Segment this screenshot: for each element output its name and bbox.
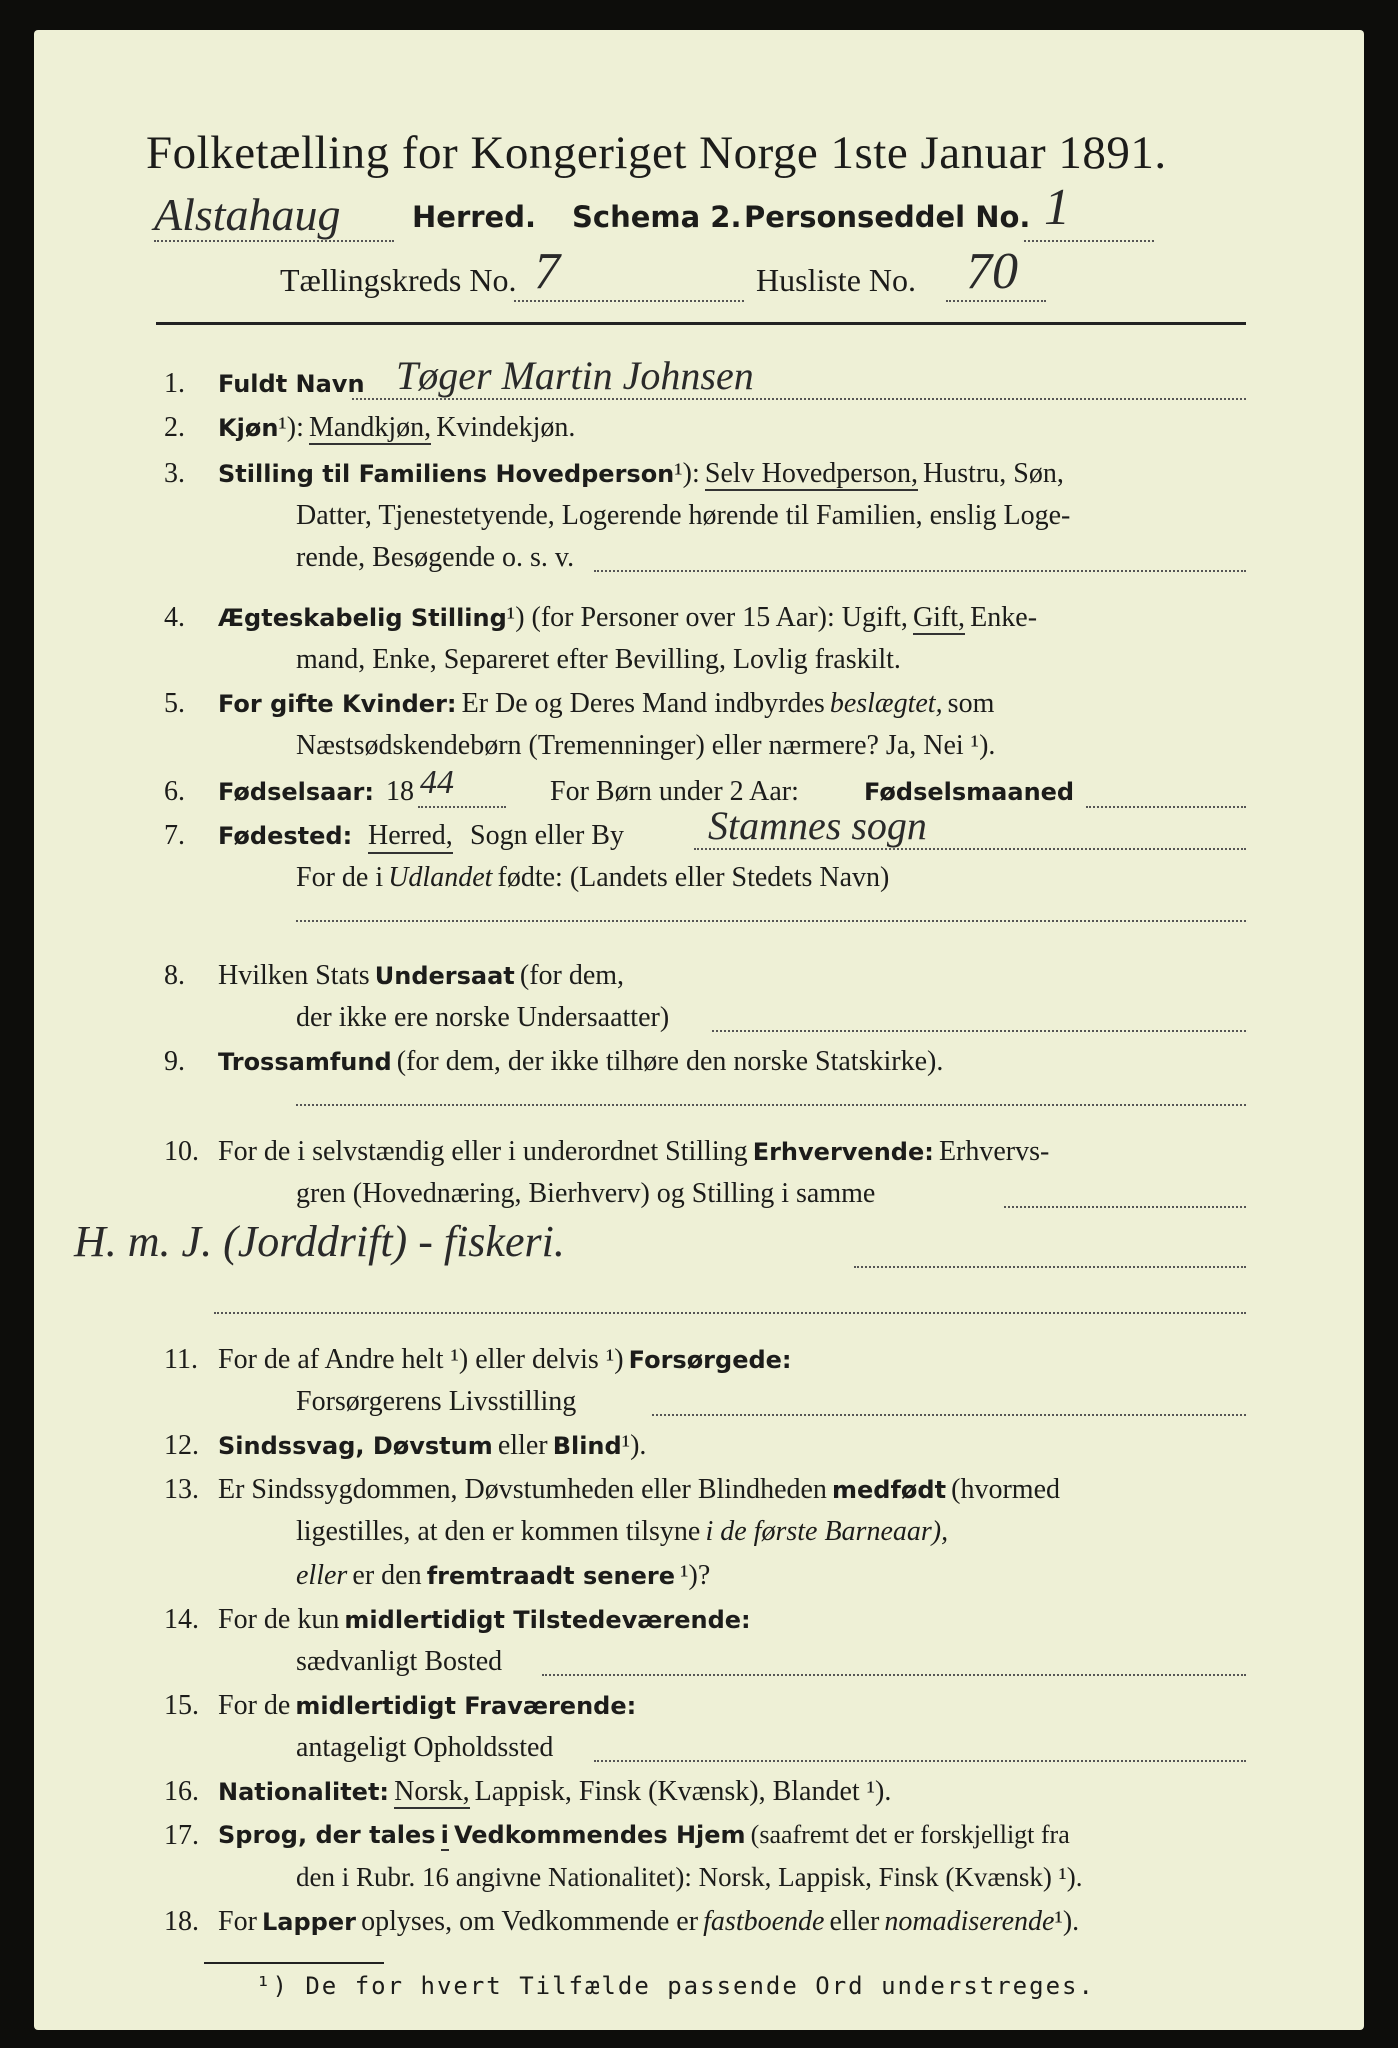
herred-handwritten: Alstahaug xyxy=(154,189,341,240)
q13-label2: fremtraadt senere xyxy=(426,1562,675,1590)
q3-options: Hustru, Søn, xyxy=(923,458,1064,489)
q3-row xyxy=(218,458,1064,490)
q2-footnote: ¹): xyxy=(278,412,304,443)
q10-text: For de i selvstændig eller i underordnet Stilling xyxy=(218,1136,748,1167)
q14-row xyxy=(218,1604,751,1636)
q14-line xyxy=(542,1674,1246,1676)
item-number: 15. xyxy=(164,1690,199,1721)
husliste-label: Husliste No. xyxy=(756,262,916,298)
q13-row xyxy=(218,1474,1060,1506)
q9-text: (for dem, der ikke tilhøre den norske Statskirke). xyxy=(396,1046,944,1077)
item-number: 17. xyxy=(164,1820,199,1851)
q17-label-i: i xyxy=(440,1821,449,1849)
q7-value: Stamnes sogn xyxy=(708,803,927,848)
q18-label: Lapper xyxy=(262,1908,356,1936)
q13-footnote: ¹)? xyxy=(680,1560,711,1591)
q1-label: Fuldt Navn xyxy=(218,370,365,398)
q13-line3: er den xyxy=(352,1560,422,1591)
item-number: 16. xyxy=(164,1776,199,1807)
q17-label: Sprog, der tales xyxy=(218,1821,436,1849)
item-number: 2. xyxy=(164,412,185,443)
q11-line2: Forsørgerens Livsstilling xyxy=(296,1386,577,1417)
item-number: 14. xyxy=(164,1604,199,1635)
kreds-line xyxy=(514,300,744,302)
q11-row xyxy=(218,1344,792,1376)
q6-value: 44 xyxy=(420,764,454,801)
q8-row xyxy=(218,960,624,992)
header-rule xyxy=(156,322,1246,325)
q4-text2: Enke- xyxy=(970,602,1038,633)
q13-row2 xyxy=(296,1516,948,1548)
q7-line2-end: fødte: (Landets eller Stedets Navn) xyxy=(497,862,890,893)
q4-text: ¹) (for Personer over 15 Aar): Ugift, xyxy=(506,602,908,633)
q6-label: Fødselsaar: xyxy=(218,778,374,806)
q5-label: For gifte Kvinder: xyxy=(218,690,457,718)
q4-row xyxy=(218,602,1037,634)
q10-text2: Erhvervs- xyxy=(938,1136,1050,1167)
q9-row xyxy=(218,1046,943,1078)
q4-option-selected: Gift, xyxy=(912,602,966,633)
husliste-line xyxy=(946,300,1046,302)
footnote-rule xyxy=(204,1962,384,1964)
q18-text3: eller xyxy=(829,1906,880,1937)
q7-line2: For de i xyxy=(296,862,384,893)
q12-text: eller xyxy=(497,1430,548,1461)
q12-label2: Blind xyxy=(552,1432,622,1460)
q10-line3 xyxy=(214,1312,1246,1314)
q9-line xyxy=(296,1104,1246,1106)
q15-label: midlertidigt Fraværende: xyxy=(295,1692,637,1720)
q10-line xyxy=(1004,1206,1246,1208)
q13-label: medfødt xyxy=(832,1476,947,1504)
item-number: 1. xyxy=(164,368,185,399)
q7-label: Fødested: xyxy=(218,822,353,850)
q18-footnote: ¹). xyxy=(1054,1906,1080,1937)
kreds-number: 7 xyxy=(534,243,560,300)
q11-line xyxy=(652,1414,1246,1416)
schema-label: Schema 2. xyxy=(572,200,742,234)
q14-label: midlertidigt Tilstedeværende: xyxy=(344,1606,751,1634)
q3-line3: rende, Besøgende o. s. v. xyxy=(296,542,575,573)
q14-line2: sædvanligt Bosted xyxy=(296,1646,503,1677)
q13-line2: ligestilles, at den er kommen tilsyne xyxy=(296,1516,701,1547)
q15-line xyxy=(594,1760,1246,1762)
q12-label: Sindssvag, Døvstum xyxy=(218,1432,493,1460)
q8-text2: (for dem, xyxy=(519,960,625,991)
q16-options: Lappisk, Finsk (Kvænsk), Blandet ¹). xyxy=(474,1776,892,1807)
q10-label: Erhvervende: xyxy=(752,1138,934,1166)
q18-text: For xyxy=(218,1906,257,1937)
q4-line2: mand, Enke, Separeret efter Bevilling, Lovlig fraskilt. xyxy=(296,644,901,675)
item-number: 6. xyxy=(164,776,185,807)
personseddel-number: 1 xyxy=(1044,179,1070,236)
q8-text: Hvilken Stats xyxy=(218,960,370,991)
q10-value: H. m. J. (Jorddrift) - fiskeri. xyxy=(74,1217,565,1266)
q11-text: For de af Andre helt ¹) eller delvis ¹) xyxy=(218,1344,624,1375)
q5-row xyxy=(218,688,994,720)
q13-row3 xyxy=(296,1560,710,1592)
q6-line xyxy=(418,806,506,808)
q1-value: Tøger Martin Johnsen xyxy=(396,353,754,398)
q2-option: Kvindekjøn. xyxy=(436,412,576,443)
q13-line3-italic: eller xyxy=(296,1560,348,1591)
q17-label2: Vedkommendes Hjem xyxy=(453,1821,746,1849)
q7-text: Sogn eller By xyxy=(470,820,624,851)
q8-line2: der ikke ere norske Undersaatter) xyxy=(296,1002,670,1033)
q3-label: Stilling til Familiens Hovedperson xyxy=(218,460,675,488)
q3-option-selected: Selv Hovedperson, xyxy=(704,458,918,489)
q12-footnote: ¹). xyxy=(621,1430,647,1461)
form-title: Folketælling for Kongeriget Norge 1ste Januar 1891. xyxy=(146,127,1167,179)
herred-label: Herred. xyxy=(412,200,536,234)
q12-row xyxy=(218,1430,646,1462)
herred-line xyxy=(154,240,394,242)
q18-italic2: nomadiserende xyxy=(884,1906,1055,1937)
q2-row xyxy=(218,412,575,444)
q3-line2: Datter, Tjenestetyende, Logerende hørende til Familien, enslig Loge- xyxy=(296,500,1071,531)
q16-option-selected: Norsk, xyxy=(394,1776,470,1807)
q5-text: Er De og Deres Mand indbyrdes xyxy=(461,688,825,719)
item-number: 18. xyxy=(164,1906,199,1937)
q15-row xyxy=(218,1690,636,1722)
q10-line2: gren (Hovednæring, Bierhverv) og Stilling i samme xyxy=(296,1178,876,1209)
personseddel-label: Personseddel No. xyxy=(744,200,1031,234)
q8-line xyxy=(712,1030,1246,1032)
q18-text2: oplyses, om Vedkommende er xyxy=(361,1906,699,1937)
q15-line2: antageligt Opholdssted xyxy=(296,1732,554,1763)
item-number: 12. xyxy=(164,1430,199,1461)
personseddel-line xyxy=(1024,240,1154,242)
q5-line2: Næstsødskendebørn (Tremenninger) eller nærmere? Ja, Nei ¹). xyxy=(296,730,996,761)
item-number: 4. xyxy=(164,602,185,633)
q16-row xyxy=(218,1776,891,1808)
q17-line2: den i Rubr. 16 angivne Nationalitet): Norsk, Lappisk, Finsk (Kvænsk) ¹). xyxy=(296,1862,1083,1892)
item-number: 11. xyxy=(164,1344,198,1375)
q3-line xyxy=(594,570,1246,572)
q6-prefix: 18 xyxy=(386,776,414,807)
item-number: 10. xyxy=(164,1136,199,1167)
q16-label: Nationalitet: xyxy=(218,1778,390,1806)
kreds-label: Tællingskreds No. xyxy=(280,262,517,298)
q10-row xyxy=(218,1136,1049,1168)
q7-line3 xyxy=(296,920,1246,922)
item-number: 9. xyxy=(164,1046,185,1077)
q7-row2 xyxy=(296,862,889,894)
footnote: ¹) De for hvert Tilfælde passende Ord understreges. xyxy=(256,1972,1095,2000)
q8-label: Undersaat xyxy=(374,962,515,990)
item-number: 13. xyxy=(164,1474,199,1505)
q6-label2: Fødselsmaaned xyxy=(864,778,1075,806)
q3-footnote: ¹): xyxy=(674,458,700,489)
q4-label: Ægteskabelig Stilling xyxy=(218,604,507,632)
q7-line2-italic: Udlandet xyxy=(388,862,493,893)
q2-label: Kjøn xyxy=(218,414,279,442)
q7-option-selected: Herred, xyxy=(368,820,453,854)
q5-text-end: som xyxy=(947,688,995,719)
q6-text: For Børn under 2 Aar: xyxy=(550,776,799,807)
item-number: 8. xyxy=(164,960,185,991)
q6-line2 xyxy=(1086,806,1246,808)
husliste-number: 70 xyxy=(966,243,1018,300)
q14-text: For de kun xyxy=(218,1604,340,1635)
q11-label: Forsørgede: xyxy=(628,1346,792,1374)
q15-text: For de xyxy=(218,1690,291,1721)
item-number: 3. xyxy=(164,458,185,489)
q2-option-selected: Mandkjøn, xyxy=(309,412,432,443)
q10-line2-dots xyxy=(854,1266,1246,1268)
q1-line xyxy=(352,398,1246,400)
q9-label: Trossamfund xyxy=(218,1048,392,1076)
q7-line xyxy=(694,848,1246,850)
q5-text-italic: beslægtet, xyxy=(829,688,943,719)
q18-row xyxy=(218,1906,1079,1938)
q17-row xyxy=(218,1820,1070,1850)
q18-italic1: fastboende xyxy=(703,1906,825,1937)
item-number: 7. xyxy=(164,820,185,851)
q13-line2-italic: i de første Barneaar), xyxy=(705,1516,949,1547)
item-number: 5. xyxy=(164,688,185,719)
q17-text: (saafremt det er forskjelligt fra xyxy=(750,1820,1070,1849)
census-form-page xyxy=(34,30,1364,2030)
q13-text2: (hvormed xyxy=(951,1474,1061,1505)
q13-text: Er Sindssygdommen, Døvstumheden eller Blindheden xyxy=(218,1474,827,1505)
